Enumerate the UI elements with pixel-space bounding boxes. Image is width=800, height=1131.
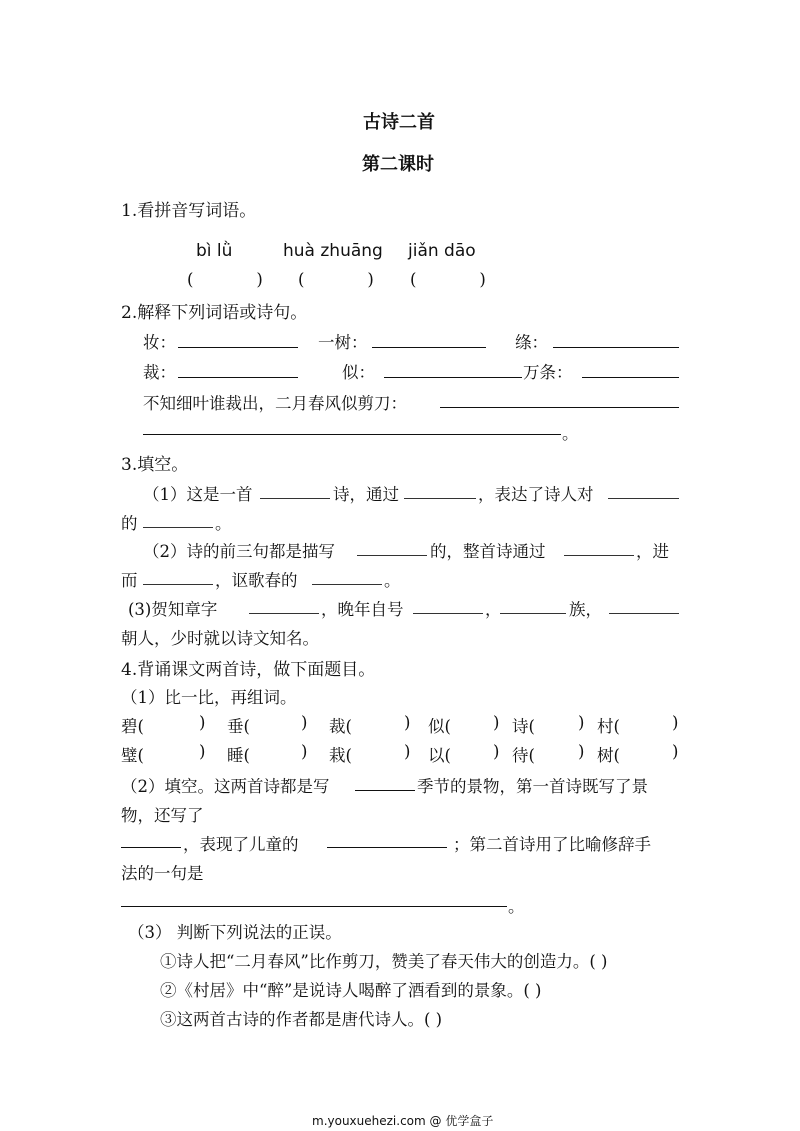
- q3-text: ，表达了诗人对: [478, 485, 594, 504]
- fill-blank[interactable]: [609, 597, 679, 614]
- q1-pinyin-1: bì lǜ: [196, 241, 233, 261]
- compare-char: 村(: [597, 717, 620, 736]
- q3-heading: 3.填空。: [121, 455, 189, 475]
- q3-text: （2）诗的前三句都是描写: [143, 542, 335, 561]
- fill-blank[interactable]: [121, 831, 181, 848]
- q3-text: 诗，通过: [333, 485, 399, 504]
- page-subtitle: 第二课时: [362, 154, 434, 175]
- q1-pinyin-2: huà zhuāng: [283, 241, 383, 261]
- compare-char: 以(: [428, 746, 451, 765]
- q3-text: 。: [215, 514, 232, 533]
- compare-bracket[interactable]: ): [404, 713, 411, 732]
- q3-text: 的，整首诗通过: [430, 542, 546, 561]
- compare-char: 诗(: [512, 717, 535, 736]
- answer-line[interactable]: [384, 361, 522, 378]
- compare-bracket[interactable]: ): [578, 713, 585, 732]
- footer-watermark: m.youxuehezi.com @ 优学盒子: [312, 1114, 494, 1128]
- q3-text: ，晚年自号: [321, 600, 404, 619]
- compare-bracket[interactable]: ): [301, 713, 308, 732]
- answer-line[interactable]: [143, 418, 561, 435]
- answer-line[interactable]: [372, 331, 486, 348]
- compare-char: 似(: [428, 717, 451, 736]
- q4-sub2-text: 物，还写了: [121, 806, 204, 825]
- term-zhuang: 妆：: [143, 333, 176, 352]
- compare-bracket[interactable]: ): [493, 742, 500, 761]
- q4-sub2-text: 季节的景物，第一首诗既写了景: [417, 777, 648, 796]
- q2-heading: 2.解释下列词语或诗句。: [121, 303, 308, 323]
- q4-sub2-text: ；第二首诗用了比喻修辞手: [453, 835, 651, 854]
- q4-heading: 4.背诵课文两首诗，做下面题目。: [121, 660, 376, 680]
- compare-bracket[interactable]: ): [404, 742, 411, 761]
- fill-blank[interactable]: [608, 482, 679, 499]
- term-verse: 不知细叶谁裁出，二月春风似剪刀：: [143, 394, 407, 413]
- q3-text: （1）这是一首: [143, 485, 253, 504]
- answer-line[interactable]: [440, 391, 679, 408]
- q4-sub2-text: 法的一句是: [121, 864, 204, 883]
- q3-text: 而: [121, 571, 138, 590]
- fill-blank[interactable]: [500, 597, 566, 614]
- page-title: 古诗二首: [363, 112, 435, 133]
- fill-blank[interactable]: [404, 482, 476, 499]
- q1-bracket-1[interactable]: ( ): [187, 270, 263, 289]
- fill-blank[interactable]: [121, 890, 507, 907]
- compare-char: 垂(: [227, 717, 250, 736]
- q1-pinyin-3: jiǎn dāo: [408, 241, 476, 261]
- fill-blank[interactable]: [312, 568, 382, 585]
- answer-line[interactable]: [553, 331, 679, 348]
- judge-item-2[interactable]: ②《村居》中“醉”是说诗人喝醉了酒看到的景象。( ): [160, 981, 542, 1000]
- compare-bracket[interactable]: ): [578, 742, 585, 761]
- term-cai: 裁：: [143, 363, 176, 382]
- compare-char: 璧(: [121, 746, 144, 765]
- answer-line[interactable]: [582, 361, 679, 378]
- judge-item-3[interactable]: ③这两首古诗的作者都是唐代诗人。( ): [160, 1010, 443, 1029]
- compare-bracket[interactable]: ): [199, 742, 206, 761]
- compare-bracket[interactable]: ): [672, 742, 679, 761]
- fill-blank[interactable]: [249, 597, 319, 614]
- q3-text: ，讴歌春的: [215, 571, 298, 590]
- period: 。: [562, 424, 579, 443]
- fill-blank[interactable]: [143, 511, 213, 528]
- term-wantiao: 万条：: [523, 363, 573, 382]
- answer-line[interactable]: [178, 331, 298, 348]
- q4-sub3-heading: （3） 判断下列说法的正误。: [128, 923, 342, 942]
- q4-sub2-text: ，表现了儿童的: [183, 835, 299, 854]
- fill-blank[interactable]: [143, 568, 213, 585]
- fill-blank[interactable]: [355, 774, 415, 791]
- compare-bracket[interactable]: ): [672, 713, 679, 732]
- q3-text: 的: [121, 514, 138, 533]
- period: 。: [508, 897, 525, 916]
- compare-char: 栽(: [329, 746, 352, 765]
- compare-char: 睡(: [227, 746, 250, 765]
- compare-char: 待(: [512, 746, 535, 765]
- fill-blank[interactable]: [260, 482, 330, 499]
- compare-char: 树(: [597, 746, 620, 765]
- fill-blank[interactable]: [357, 539, 427, 556]
- compare-bracket[interactable]: ): [493, 713, 500, 732]
- answer-line[interactable]: [178, 361, 298, 378]
- term-yishu: 一树：: [318, 333, 368, 352]
- term-tao: 绦：: [515, 333, 548, 352]
- compare-char: 裁(: [329, 717, 352, 736]
- fill-blank[interactable]: [327, 831, 447, 848]
- compare-char: 碧(: [121, 717, 144, 736]
- fill-blank[interactable]: [564, 539, 634, 556]
- q1-bracket-2[interactable]: ( ): [298, 270, 374, 289]
- judge-item-1[interactable]: ①诗人把“二月春风”比作剪刀，赞美了春天伟大的创造力。( ): [160, 952, 608, 971]
- q3-text: (3)贺知章字: [128, 600, 218, 619]
- q4-sub2-text: （2）填空。这两首诗都是写: [121, 777, 330, 796]
- compare-bracket[interactable]: ): [199, 713, 206, 732]
- fill-blank[interactable]: [413, 597, 483, 614]
- q3-text: ，: [485, 600, 502, 619]
- term-si: 似：: [342, 363, 375, 382]
- compare-bracket[interactable]: ): [301, 742, 308, 761]
- q3-text: ，进: [636, 542, 669, 561]
- q4-sub1: （1）比一比，再组词。: [121, 688, 297, 707]
- q1-heading: 1.看拼音写词语。: [121, 201, 257, 221]
- q3-text: 。: [384, 571, 401, 590]
- q1-bracket-3[interactable]: ( ): [410, 270, 486, 289]
- q3-text: 族，: [569, 600, 602, 619]
- q3-text: 朝人，少时就以诗文知名。: [121, 629, 319, 648]
